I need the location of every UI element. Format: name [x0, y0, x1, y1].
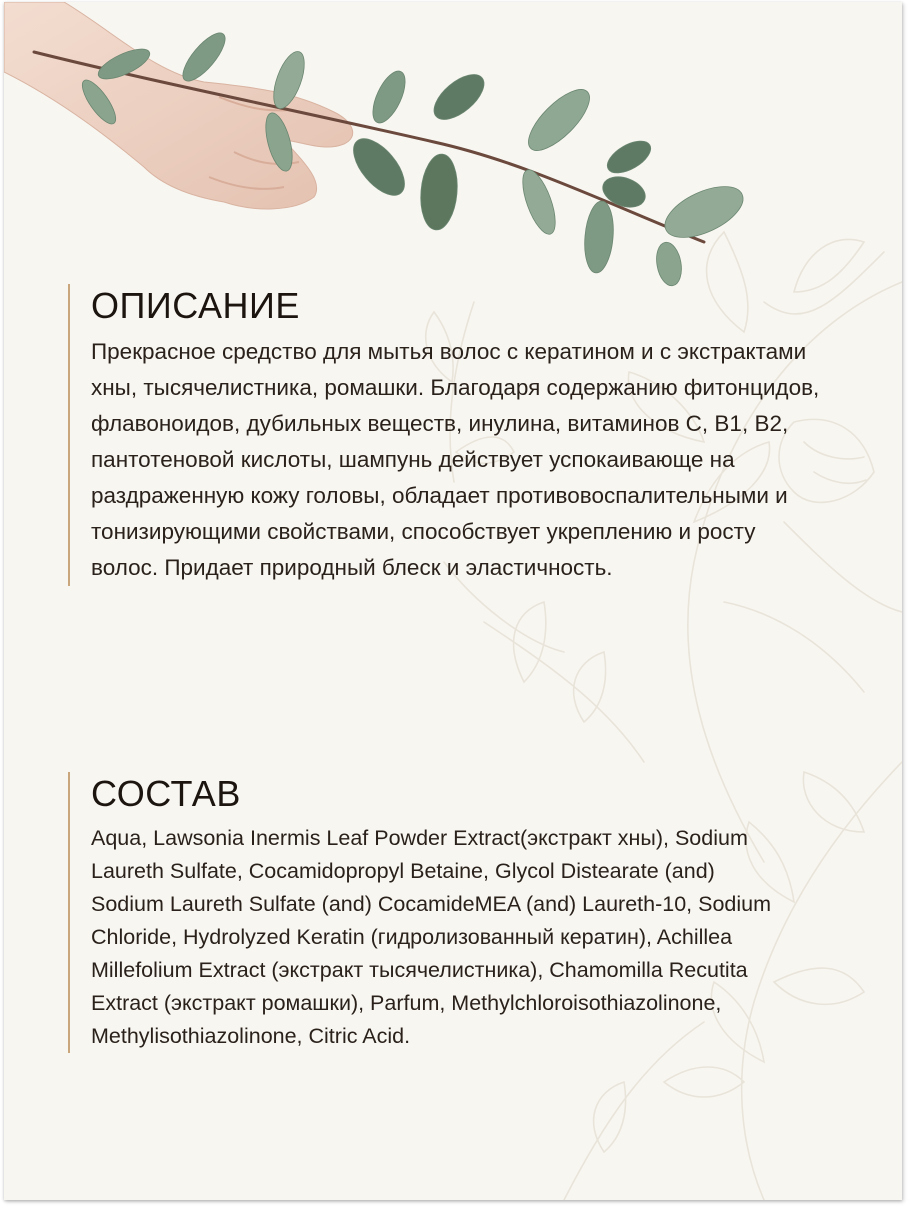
description-text: Прекрасное средство для мытья волос с кератином и с экстрактами хны, тысячелистника, ромашки. Благодаря содержанию фитонцидов, флавоноидов, дубильных веществ, инулина, витаминов С, B1, B2, пантотеновой кислоты, шампунь действует успокаивающе на раздраженную кожу головы, обладает противовоспалительными и тонизирующими свойствами, способствует укреплению и росту волос. Придает природный блеск и эластичность. [91, 339, 820, 580]
description-accent-bar [68, 284, 70, 586]
composition-text: Aqua, Lawsonia Inermis Leaf Powder Extract(экстракт хны), Sodium Laureth Sulfate, Cocamidopropyl Betaine, Glycol Distearate (and) Sodium Laureth Sulfate (and) CocamideMEA (and) Laureth-10, Sodium Chloride, Hydrolyzed Keratin (гидролизованный кератин), Achillea Millefolium Extract (экстракт тысячелистника), Chamomilla Recutita Extract (экстракт ромашки), Parfum, Methylchloroisothiazolinone, Methylisothiazolinone, Citric Acid. [91, 826, 772, 1048]
description-title: ОПИСАНИЕ [91, 285, 300, 326]
composition-accent-bar [68, 772, 70, 1053]
composition-title: СОСТАВ [91, 773, 241, 814]
product-card [4, 2, 902, 1200]
composition-section [68, 772, 791, 1053]
eucalyptus-branch-illustration [4, 2, 764, 302]
description-section [68, 284, 821, 586]
